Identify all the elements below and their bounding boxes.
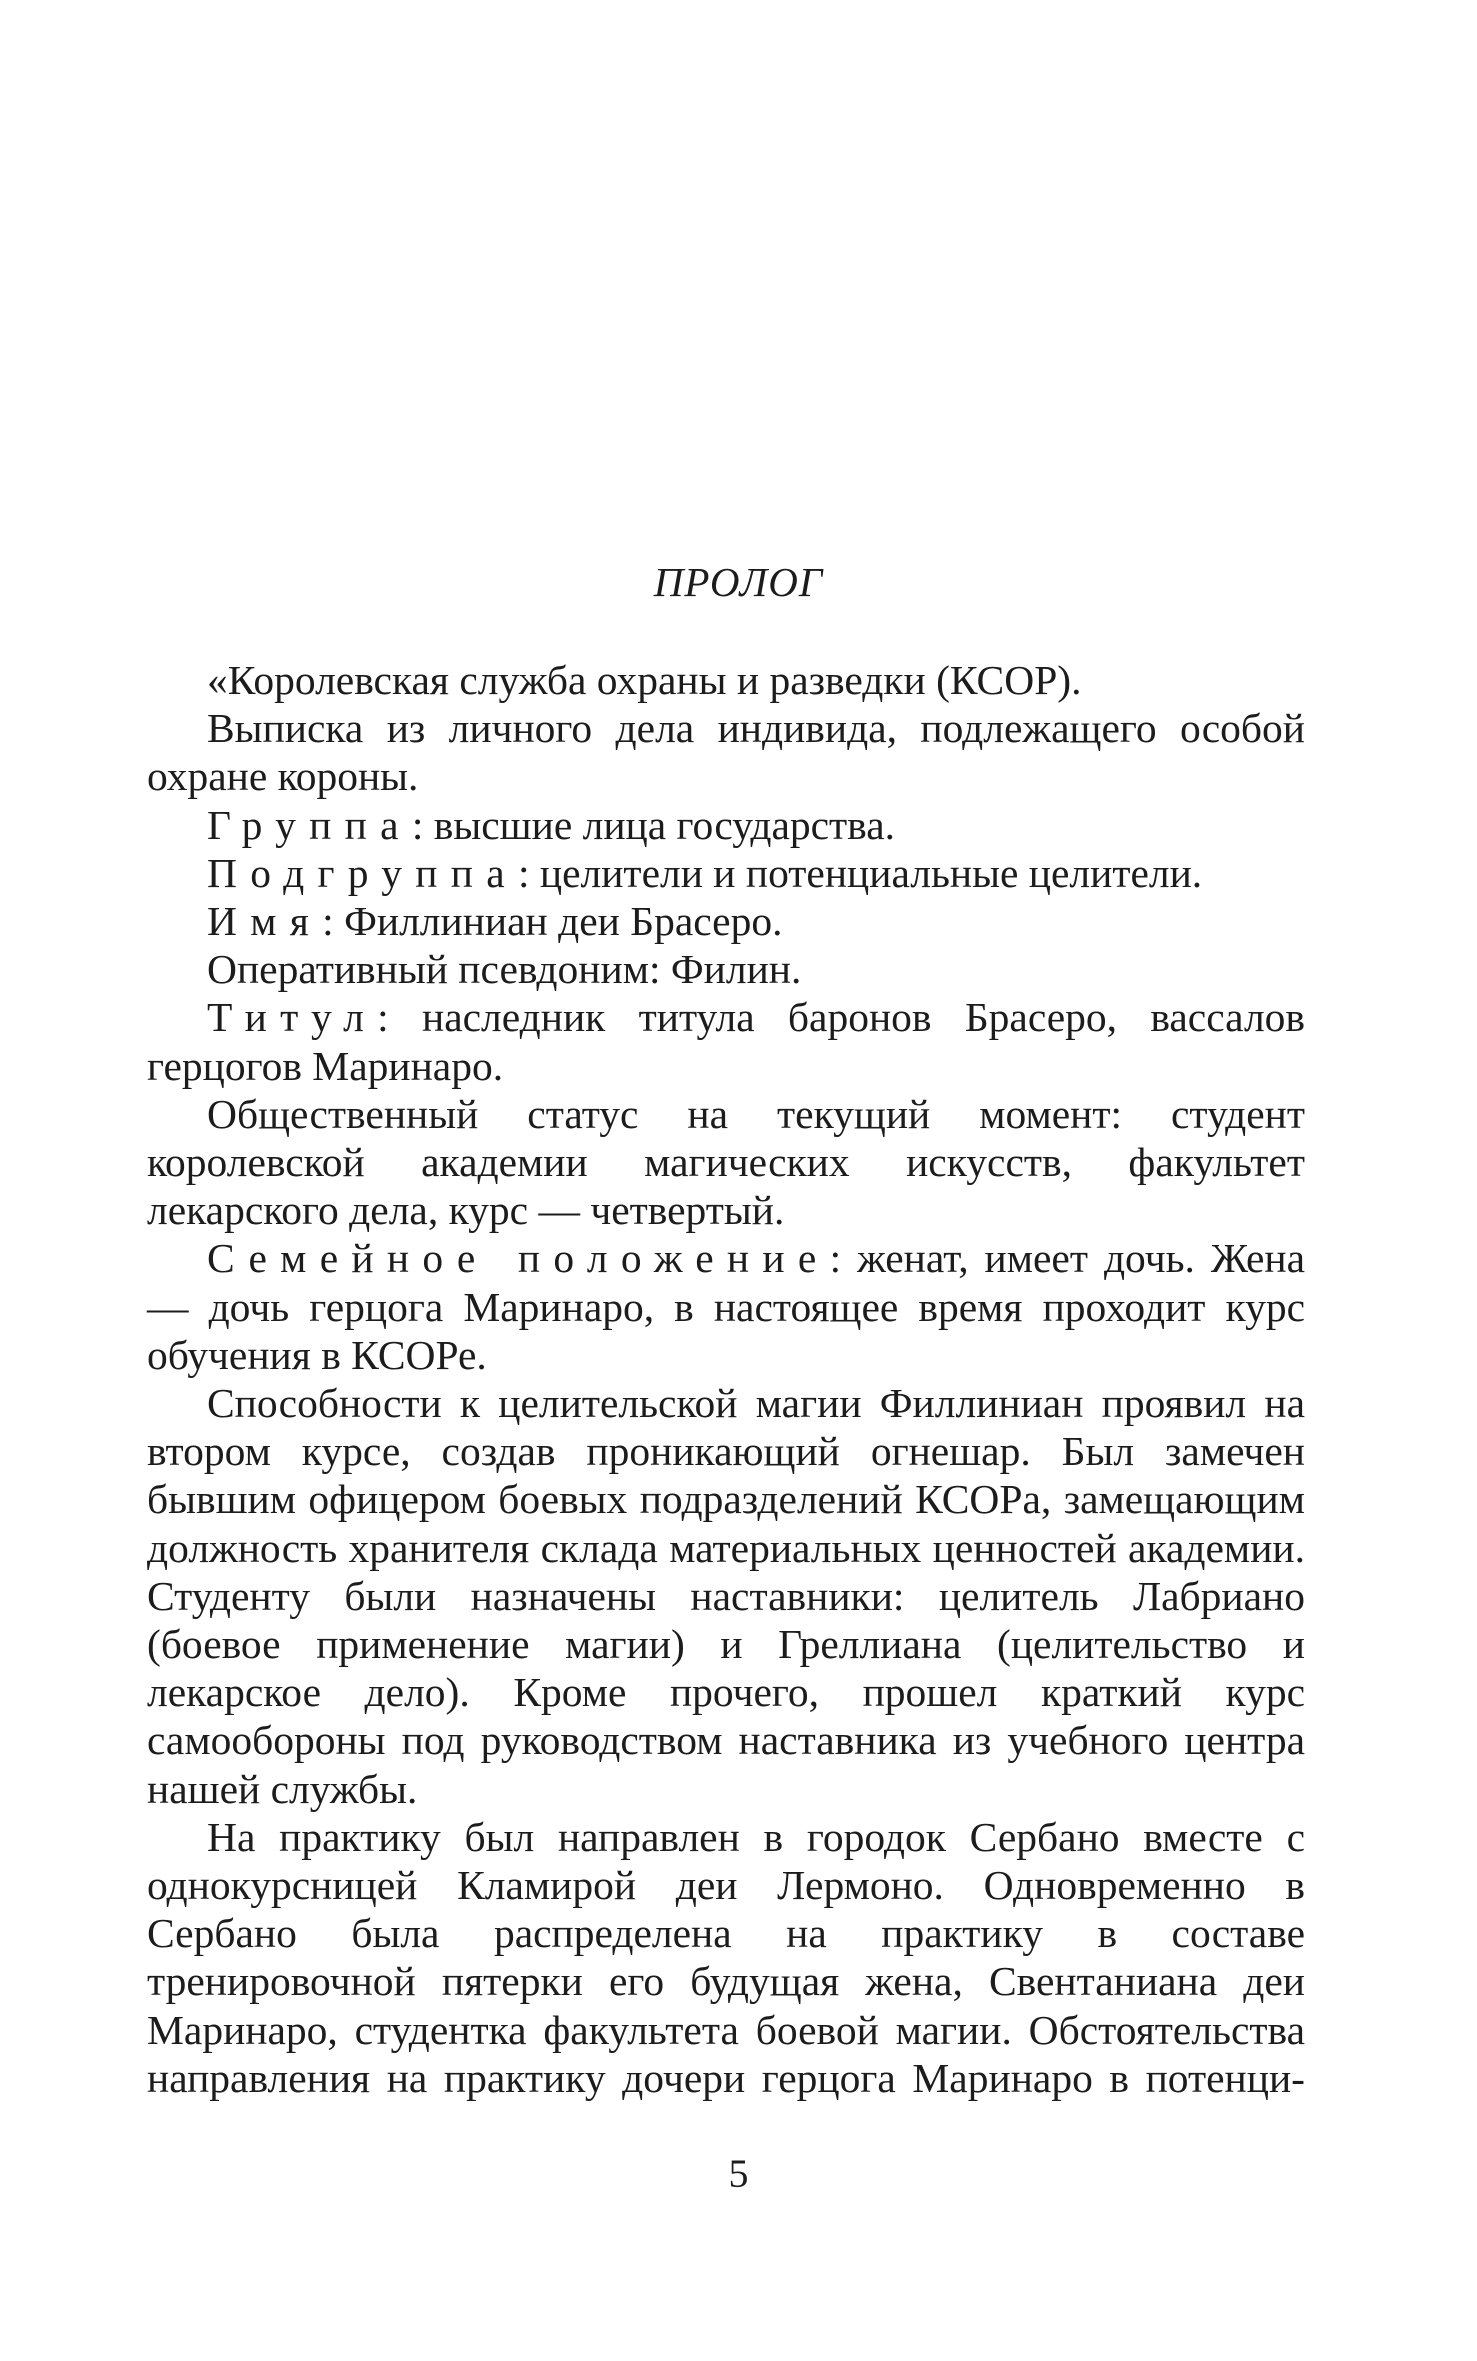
field-value: : наследник титула баронов Брасеро, вассалов герцогов Маринаро. <box>147 994 1305 1089</box>
paragraph <box>147 993 1305 1089</box>
body-text <box>147 656 1305 2102</box>
paragraph <box>147 897 1305 945</box>
paragraph <box>147 1234 1305 1379</box>
paragraph: На практику был направлен в городок Сербано вместе с однокурсницей Кламирой деи Лермоно. Одновременно в Сербано была распределена на практику в составе тренировочной пятерки его будущая жена, Свентаниана деи Маринаро, студентка факультета боевой магии. Обстоятельства направления на практику дочери герцога Маринаро в потенци- <box>147 1813 1305 2101</box>
paragraph: Общественный статус на текущий момент: студент королевской академии магических искусств, факультет лекарского дела, курс — четвертый. <box>147 1090 1305 1234</box>
field-label: Имя <box>207 898 323 945</box>
paragraph: «Королевская служба охраны и разведки (КСОР). <box>207 657 1082 703</box>
field-value: : Филлиниан деи Брасеро. <box>322 898 783 945</box>
field-label: Титул <box>207 994 378 1041</box>
field-label: Подгруппа <box>207 849 518 896</box>
field-label: Семейное положение <box>207 1235 830 1282</box>
field-value: : высшие лица государства. <box>411 801 896 848</box>
paragraph: Оперативный псевдоним: Филин. <box>207 946 802 993</box>
field-value: : целители и потенциальные целители. <box>517 849 1203 896</box>
paragraph: Выписка из личного дела индивида, подлежащего особой охране короны. <box>147 705 1305 800</box>
page-number: 5 <box>728 2151 749 2196</box>
field-label: Группа <box>207 801 412 848</box>
paragraph <box>147 801 1305 849</box>
field-value: : женат, имеет дочь. Жена — дочь герцога Маринаро, в настоящее время проходит курс обучения в КСОРе. <box>147 1235 1305 1378</box>
paragraph: Способности к целительской магии Филлиниан проявил на втором курсе, создав проникающий огнешар. Был замечен бывшим офицером боевых подразделений КСОРа, замещающим должность хранителя склада материальных ценностей академии. Студенту были назначены наставники: целитель Лабриано (боевое применение магии) и Греллиана (целительство и лекарское дело). Кроме прочего, прошел краткий курс самообороны под руководством наставника из учебного центра нашей службы. <box>147 1380 1305 1812</box>
paragraph <box>147 849 1305 897</box>
chapter-title: ПРОЛОГ <box>653 559 824 605</box>
